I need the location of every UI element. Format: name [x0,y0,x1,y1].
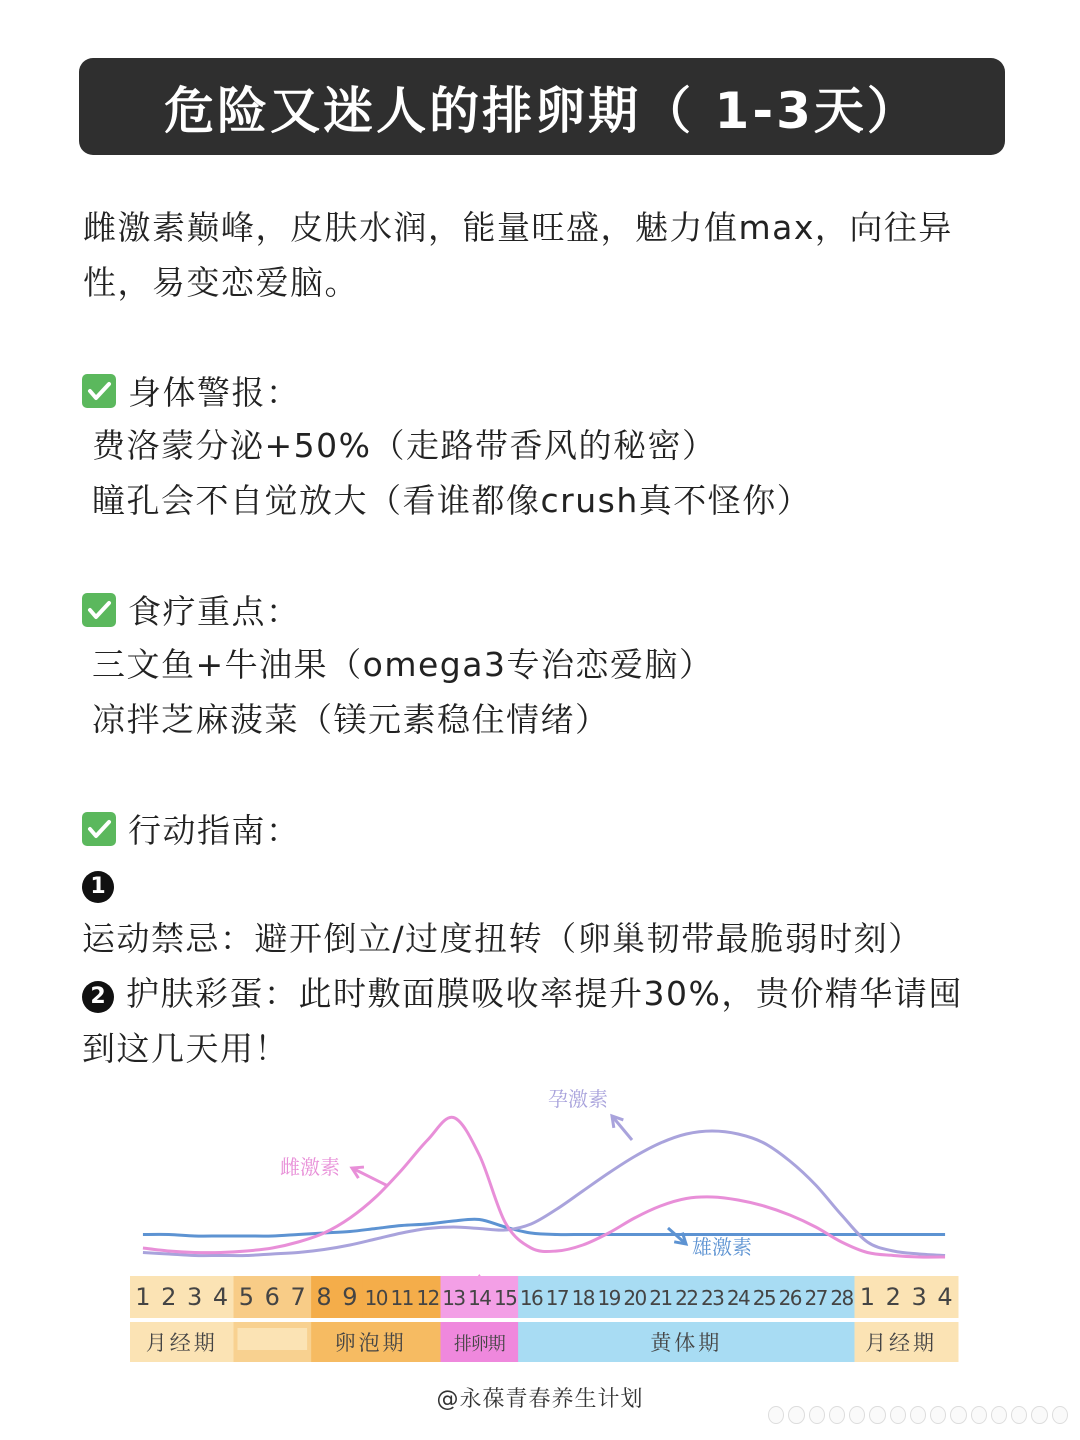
day-number: 8 [316,1283,332,1311]
phase-label: 卵泡期 [334,1331,407,1355]
page-dot [788,1406,804,1424]
page-dot [890,1406,906,1424]
day-number: 3 [911,1283,927,1311]
day-number: 16 [519,1286,543,1310]
day-number: 28 [830,1286,853,1310]
day-number: 15 [493,1286,517,1310]
page-dot [768,1406,784,1424]
day-number: 11 [390,1286,413,1310]
series-label: 孕激素 [548,1087,608,1111]
list-item: 费洛蒙分泌+50%（走路带香风的秘密） [92,426,717,465]
page-dot [869,1406,885,1424]
section-heading [82,363,1012,418]
day-number: 1 [135,1283,151,1311]
phase-overlap-inner [238,1328,308,1350]
day-number: 21 [649,1286,672,1310]
day-number: 4 [937,1283,953,1311]
section-title: 身体警报： [128,373,301,412]
phase-label: 黄体期 [650,1331,723,1355]
page-dot [1031,1406,1047,1424]
list-item: 瞳孔会不自觉放大（看谁都像crush真不怪你） [92,481,812,520]
day-number: 23 [700,1286,724,1310]
page-dot [910,1406,926,1424]
day-number: 3 [187,1283,203,1311]
page-dot [1011,1406,1027,1424]
day-number: 18 [571,1286,595,1310]
series-label: 雄激素 [692,1235,752,1259]
page-dot [971,1406,987,1424]
day-number: 6 [264,1283,280,1311]
page-dot [1052,1406,1068,1424]
day-number: 7 [290,1283,306,1311]
phase-label: 排卵期 [453,1334,505,1355]
check-icon [82,374,116,408]
page-dot [829,1406,845,1424]
watermark-text: @永葆青春养生计划 [436,1387,644,1412]
day-number: 19 [597,1286,620,1310]
section-heading [82,582,1012,637]
day-number: 26 [778,1286,802,1310]
day-number: 14 [468,1286,491,1310]
day-number: 4 [212,1283,229,1311]
day-number: 22 [675,1286,698,1310]
check-icon [82,593,116,627]
section-title: 行动指南： [128,811,301,850]
chart-svg [0,1080,1080,1380]
phase-label: 月经期 [865,1331,938,1355]
page-dot [849,1406,865,1424]
intro-paragraph: 雌激素巅峰，皮肤水润，能量旺盛，魅力值max，向往异性，易变恋爱脑。 [83,208,953,302]
check-icon [82,812,116,846]
item-text: 护肤彩蛋：此时敷面膜吸收率提升30%，贵价精华请囤到这几天用！ [82,974,963,1068]
day-number: 24 [726,1286,750,1310]
section-title: 食疗重点： [128,592,301,631]
page-dot [991,1406,1007,1424]
page-dot [950,1406,966,1424]
day-number: 25 [752,1286,776,1310]
list-item: 三文鱼+牛油果（omega3专治恋爱脑） [92,645,714,684]
item-text: 运动禁忌：避开倒立/过度扭转（卵巢韧带最脆弱时刻） [82,919,923,958]
section-action [82,801,1012,1076]
day-number: 12 [416,1286,439,1310]
day-number: 1 [859,1283,876,1311]
day-number: 9 [342,1283,358,1311]
day-number: 2 [161,1283,177,1311]
hormone-cycle-chart [0,1080,1080,1400]
page-dot [930,1406,946,1424]
day-number: 13 [442,1286,465,1310]
page-title: 危险又迷人的排卵期（ 1-3天） [164,81,920,140]
series-label: 雌激素 [280,1155,340,1179]
page-dot [809,1406,825,1424]
list-item [82,966,982,1076]
list-item: 凉拌芝麻菠菜（镁元素稳住情绪） [92,700,610,739]
day-number: 5 [238,1283,255,1311]
number-two-icon: 2 [82,981,114,1013]
section-body-alert [82,363,1012,528]
section-diet [82,582,1012,747]
day-number: 27 [804,1286,827,1310]
list-item [82,856,962,966]
page-indicator [768,1404,1068,1426]
title-banner [79,58,1005,155]
number-one-icon: 1 [82,871,114,903]
day-number: 20 [623,1286,646,1310]
day-number: 2 [885,1283,901,1311]
day-number: 17 [545,1286,569,1310]
section-heading [82,801,1012,856]
phase-label: 月经期 [145,1331,218,1355]
day-number: 10 [364,1286,388,1310]
